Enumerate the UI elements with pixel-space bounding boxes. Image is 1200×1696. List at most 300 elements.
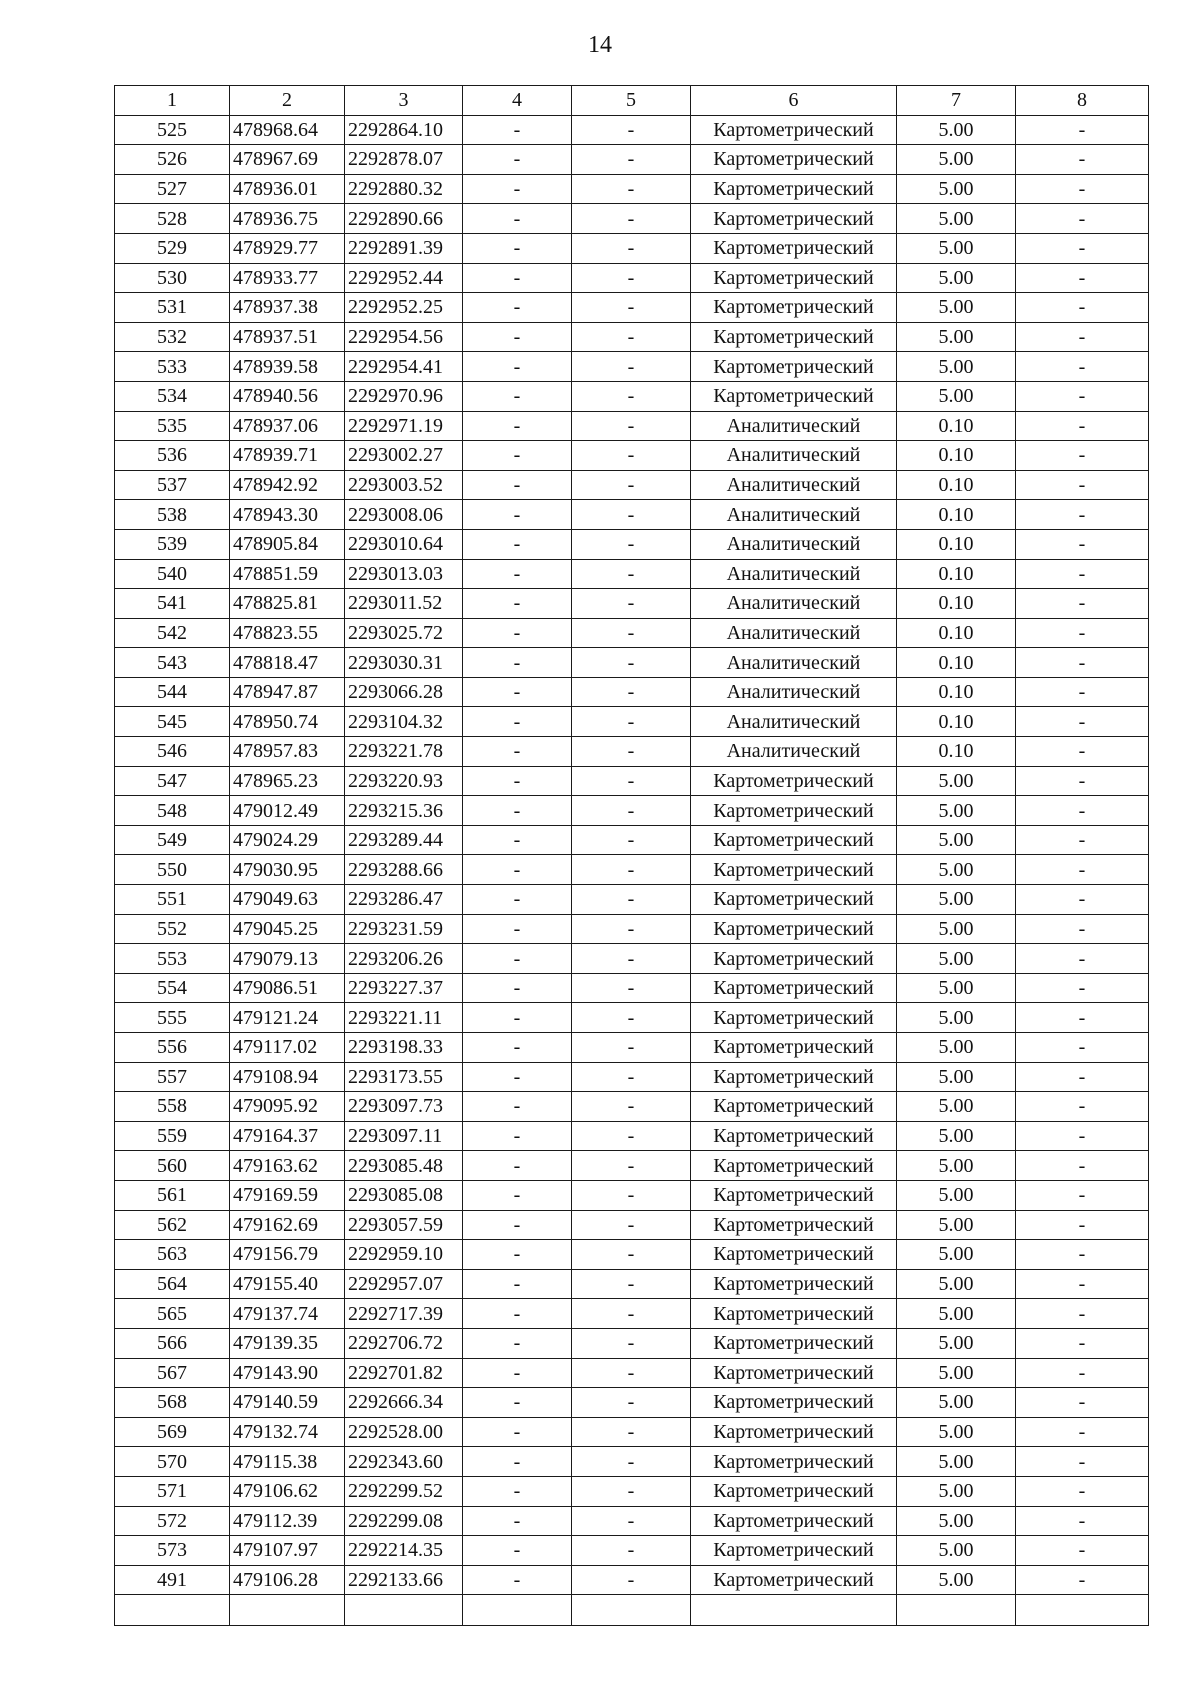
x-coordinate-cell: 478937.06 [230, 411, 345, 441]
y-coordinate-cell: 2292864.10 [345, 115, 463, 145]
accuracy-cell: 5.00 [897, 1269, 1016, 1299]
column-header: 5 [572, 86, 691, 116]
point-number-cell: 555 [115, 1003, 230, 1033]
table-row [115, 1388, 1149, 1418]
table-row [115, 204, 1149, 234]
x-coordinate-cell: 479079.13 [230, 944, 345, 974]
accuracy-cell: 5.00 [897, 1092, 1016, 1122]
y-coordinate-cell: 2292952.44 [345, 263, 463, 293]
point-number-cell: 564 [115, 1269, 230, 1299]
point-number-cell: 535 [115, 411, 230, 441]
accuracy-cell: 5.00 [897, 855, 1016, 885]
empty-cell [572, 1595, 691, 1626]
point-number-cell: 571 [115, 1476, 230, 1506]
x-coordinate-cell: 479143.90 [230, 1358, 345, 1388]
accuracy-cell: 5.00 [897, 1388, 1016, 1418]
accuracy-cell: 5.00 [897, 1358, 1016, 1388]
table-row [115, 944, 1149, 974]
x-coordinate-cell: 479155.40 [230, 1269, 345, 1299]
column-5-cell: - [572, 263, 691, 293]
table-row [115, 1417, 1149, 1447]
header-row [115, 86, 1149, 116]
column-4-cell: - [463, 174, 572, 204]
column-4-cell: - [463, 1240, 572, 1270]
point-number-cell: 530 [115, 263, 230, 293]
x-coordinate-cell: 478942.92 [230, 470, 345, 500]
table-row [115, 1447, 1149, 1477]
y-coordinate-cell: 2292971.19 [345, 411, 463, 441]
method-cell: Картометрический [691, 1299, 897, 1329]
point-number-cell: 559 [115, 1121, 230, 1151]
table-row [115, 885, 1149, 915]
x-coordinate-cell: 478936.75 [230, 204, 345, 234]
column-4-cell: - [463, 1033, 572, 1063]
method-cell: Картометрический [691, 1328, 897, 1358]
column-4-cell: - [463, 204, 572, 234]
column-5-cell: - [572, 381, 691, 411]
method-cell: Картометрический [691, 914, 897, 944]
point-number-cell: 529 [115, 233, 230, 263]
table-row [115, 1210, 1149, 1240]
accuracy-cell: 5.00 [897, 825, 1016, 855]
table-row [115, 589, 1149, 619]
point-number-cell: 537 [115, 470, 230, 500]
table-row [115, 293, 1149, 323]
x-coordinate-cell: 478851.59 [230, 559, 345, 589]
method-cell: Аналитический [691, 500, 897, 530]
point-number-cell: 566 [115, 1328, 230, 1358]
column-8-cell: - [1016, 1388, 1149, 1418]
x-coordinate-cell: 479106.28 [230, 1565, 345, 1595]
column-5-cell: - [572, 944, 691, 974]
method-cell: Аналитический [691, 648, 897, 678]
x-coordinate-cell: 478823.55 [230, 618, 345, 648]
point-number-cell: 552 [115, 914, 230, 944]
column-5-cell: - [572, 1388, 691, 1418]
column-5-cell: - [572, 589, 691, 619]
column-header: 2 [230, 86, 345, 116]
column-8-cell: - [1016, 1536, 1149, 1566]
table-row [115, 648, 1149, 678]
y-coordinate-cell: 2292952.25 [345, 293, 463, 323]
column-5-cell: - [572, 618, 691, 648]
column-8-cell: - [1016, 885, 1149, 915]
x-coordinate-cell: 479163.62 [230, 1151, 345, 1181]
x-coordinate-cell: 479106.62 [230, 1476, 345, 1506]
column-4-cell: - [463, 1476, 572, 1506]
accuracy-cell: 0.10 [897, 648, 1016, 678]
method-cell: Картометрический [691, 174, 897, 204]
empty-cell [1016, 1595, 1149, 1626]
x-coordinate-cell: 478937.51 [230, 322, 345, 352]
method-cell: Картометрический [691, 1565, 897, 1595]
method-cell: Картометрический [691, 1240, 897, 1270]
accuracy-cell: 0.10 [897, 677, 1016, 707]
accuracy-cell: 5.00 [897, 973, 1016, 1003]
column-8-cell: - [1016, 1210, 1149, 1240]
method-cell: Аналитический [691, 677, 897, 707]
table-row [115, 352, 1149, 382]
method-cell: Картометрический [691, 1151, 897, 1181]
column-5-cell: - [572, 559, 691, 589]
x-coordinate-cell: 479132.74 [230, 1417, 345, 1447]
column-4-cell: - [463, 618, 572, 648]
method-cell: Картометрический [691, 352, 897, 382]
x-coordinate-cell: 479030.95 [230, 855, 345, 885]
y-coordinate-cell: 2293097.73 [345, 1092, 463, 1122]
point-number-cell: 491 [115, 1565, 230, 1595]
y-coordinate-cell: 2292880.32 [345, 174, 463, 204]
column-5-cell: - [572, 1092, 691, 1122]
x-coordinate-cell: 478936.01 [230, 174, 345, 204]
column-4-cell: - [463, 233, 572, 263]
column-8-cell: - [1016, 174, 1149, 204]
y-coordinate-cell: 2293198.33 [345, 1033, 463, 1063]
table-row [115, 825, 1149, 855]
point-number-cell: 527 [115, 174, 230, 204]
y-coordinate-cell: 2292343.60 [345, 1447, 463, 1477]
accuracy-cell: 5.00 [897, 322, 1016, 352]
x-coordinate-cell: 479024.29 [230, 825, 345, 855]
column-8-cell: - [1016, 1358, 1149, 1388]
column-8-cell: - [1016, 500, 1149, 530]
column-4-cell: - [463, 145, 572, 175]
accuracy-cell: 5.00 [897, 1180, 1016, 1210]
column-8-cell: - [1016, 263, 1149, 293]
table-row [115, 1536, 1149, 1566]
y-coordinate-cell: 2293221.11 [345, 1003, 463, 1033]
column-5-cell: - [572, 855, 691, 885]
column-8-cell: - [1016, 973, 1149, 1003]
y-coordinate-cell: 2292957.07 [345, 1269, 463, 1299]
accuracy-cell: 5.00 [897, 1328, 1016, 1358]
y-coordinate-cell: 2293206.26 [345, 944, 463, 974]
point-number-cell: 531 [115, 293, 230, 323]
method-cell: Картометрический [691, 1506, 897, 1536]
column-4-cell: - [463, 973, 572, 1003]
column-4-cell: - [463, 1536, 572, 1566]
table-row [115, 1033, 1149, 1063]
y-coordinate-cell: 2293288.66 [345, 855, 463, 885]
accuracy-cell: 5.00 [897, 145, 1016, 175]
method-cell: Аналитический [691, 470, 897, 500]
method-cell: Аналитический [691, 618, 897, 648]
x-coordinate-cell: 478939.58 [230, 352, 345, 382]
column-8-cell: - [1016, 441, 1149, 471]
column-4-cell: - [463, 1210, 572, 1240]
point-number-cell: 525 [115, 115, 230, 145]
column-4-cell: - [463, 1269, 572, 1299]
column-4-cell: - [463, 589, 572, 619]
column-5-cell: - [572, 1506, 691, 1536]
method-cell: Аналитический [691, 559, 897, 589]
x-coordinate-cell: 479139.35 [230, 1328, 345, 1358]
table-row [115, 411, 1149, 441]
point-number-cell: 542 [115, 618, 230, 648]
column-5-cell: - [572, 470, 691, 500]
column-5-cell: - [572, 677, 691, 707]
x-coordinate-cell: 479049.63 [230, 885, 345, 915]
accuracy-cell: 5.00 [897, 1447, 1016, 1477]
y-coordinate-cell: 2293104.32 [345, 707, 463, 737]
column-8-cell: - [1016, 352, 1149, 382]
point-number-cell: 565 [115, 1299, 230, 1329]
accuracy-cell: 5.00 [897, 1033, 1016, 1063]
column-5-cell: - [572, 648, 691, 678]
point-number-cell: 548 [115, 796, 230, 826]
column-8-cell: - [1016, 618, 1149, 648]
empty-cell [897, 1595, 1016, 1626]
y-coordinate-cell: 2293289.44 [345, 825, 463, 855]
column-4-cell: - [463, 677, 572, 707]
page-number: 14 [588, 32, 612, 58]
point-number-cell: 563 [115, 1240, 230, 1270]
point-number-cell: 532 [115, 322, 230, 352]
column-8-cell: - [1016, 411, 1149, 441]
empty-cell [115, 1595, 230, 1626]
x-coordinate-cell: 479012.49 [230, 796, 345, 826]
point-number-cell: 568 [115, 1388, 230, 1418]
y-coordinate-cell: 2293066.28 [345, 677, 463, 707]
y-coordinate-cell: 2292954.41 [345, 352, 463, 382]
accuracy-cell: 5.00 [897, 944, 1016, 974]
y-coordinate-cell: 2293286.47 [345, 885, 463, 915]
column-5-cell: - [572, 1358, 691, 1388]
table-row [115, 559, 1149, 589]
column-5-cell: - [572, 1033, 691, 1063]
table-row [115, 618, 1149, 648]
point-number-cell: 570 [115, 1447, 230, 1477]
method-cell: Картометрический [691, 1417, 897, 1447]
column-8-cell: - [1016, 1180, 1149, 1210]
method-cell: Картометрический [691, 1388, 897, 1418]
column-5-cell: - [572, 204, 691, 234]
column-5-cell: - [572, 1328, 691, 1358]
y-coordinate-cell: 2293231.59 [345, 914, 463, 944]
column-4-cell: - [463, 115, 572, 145]
column-8-cell: - [1016, 470, 1149, 500]
table-row [115, 500, 1149, 530]
table-row [115, 1003, 1149, 1033]
column-4-cell: - [463, 1062, 572, 1092]
coordinates-table [114, 85, 1149, 1626]
method-cell: Картометрический [691, 766, 897, 796]
y-coordinate-cell: 2292299.52 [345, 1476, 463, 1506]
y-coordinate-cell: 2293002.27 [345, 441, 463, 471]
column-8-cell: - [1016, 293, 1149, 323]
y-coordinate-cell: 2293025.72 [345, 618, 463, 648]
column-4-cell: - [463, 1358, 572, 1388]
table-row [115, 441, 1149, 471]
method-cell: Картометрический [691, 145, 897, 175]
x-coordinate-cell: 479140.59 [230, 1388, 345, 1418]
table-row [115, 1328, 1149, 1358]
column-5-cell: - [572, 145, 691, 175]
y-coordinate-cell: 2292878.07 [345, 145, 463, 175]
column-5-cell: - [572, 529, 691, 559]
method-cell: Картометрический [691, 233, 897, 263]
column-4-cell: - [463, 1565, 572, 1595]
column-8-cell: - [1016, 1269, 1149, 1299]
accuracy-cell: 5.00 [897, 1121, 1016, 1151]
y-coordinate-cell: 2292299.08 [345, 1506, 463, 1536]
column-header: 1 [115, 86, 230, 116]
empty-row [115, 1595, 1149, 1626]
accuracy-cell: 5.00 [897, 381, 1016, 411]
point-number-cell: 572 [115, 1506, 230, 1536]
point-number-cell: 562 [115, 1210, 230, 1240]
point-number-cell: 543 [115, 648, 230, 678]
column-8-cell: - [1016, 115, 1149, 145]
method-cell: Картометрический [691, 1536, 897, 1566]
table-header [115, 86, 1149, 116]
method-cell: Картометрический [691, 1062, 897, 1092]
column-8-cell: - [1016, 1121, 1149, 1151]
y-coordinate-cell: 2292954.56 [345, 322, 463, 352]
point-number-cell: 544 [115, 677, 230, 707]
method-cell: Картометрический [691, 1180, 897, 1210]
point-number-cell: 526 [115, 145, 230, 175]
column-4-cell: - [463, 1003, 572, 1033]
column-5-cell: - [572, 1121, 691, 1151]
column-8-cell: - [1016, 796, 1149, 826]
column-5-cell: - [572, 1151, 691, 1181]
table-row [115, 1062, 1149, 1092]
point-number-cell: 557 [115, 1062, 230, 1092]
column-8-cell: - [1016, 766, 1149, 796]
y-coordinate-cell: 2293013.03 [345, 559, 463, 589]
column-5-cell: - [572, 1299, 691, 1329]
y-coordinate-cell: 2293173.55 [345, 1062, 463, 1092]
y-coordinate-cell: 2293221.78 [345, 737, 463, 767]
column-5-cell: - [572, 174, 691, 204]
point-number-cell: 528 [115, 204, 230, 234]
x-coordinate-cell: 479107.97 [230, 1536, 345, 1566]
column-8-cell: - [1016, 944, 1149, 974]
point-number-cell: 541 [115, 589, 230, 619]
table-row [115, 1269, 1149, 1299]
column-4-cell: - [463, 648, 572, 678]
table-row [115, 1506, 1149, 1536]
empty-cell [230, 1595, 345, 1626]
x-coordinate-cell: 478950.74 [230, 707, 345, 737]
y-coordinate-cell: 2292717.39 [345, 1299, 463, 1329]
method-cell: Картометрический [691, 115, 897, 145]
x-coordinate-cell: 478818.47 [230, 648, 345, 678]
column-8-cell: - [1016, 1092, 1149, 1122]
x-coordinate-cell: 479137.74 [230, 1299, 345, 1329]
accuracy-cell: 5.00 [897, 115, 1016, 145]
table-row [115, 973, 1149, 1003]
y-coordinate-cell: 2293030.31 [345, 648, 463, 678]
method-cell: Картометрический [691, 973, 897, 1003]
x-coordinate-cell: 479045.25 [230, 914, 345, 944]
method-cell: Картометрический [691, 204, 897, 234]
x-coordinate-cell: 479169.59 [230, 1180, 345, 1210]
table-row [115, 381, 1149, 411]
point-number-cell: 533 [115, 352, 230, 382]
accuracy-cell: 5.00 [897, 914, 1016, 944]
y-coordinate-cell: 2293057.59 [345, 1210, 463, 1240]
table-row [115, 1151, 1149, 1181]
x-coordinate-cell: 479112.39 [230, 1506, 345, 1536]
column-5-cell: - [572, 1417, 691, 1447]
column-header: 7 [897, 86, 1016, 116]
column-8-cell: - [1016, 322, 1149, 352]
column-4-cell: - [463, 737, 572, 767]
accuracy-cell: 0.10 [897, 737, 1016, 767]
method-cell: Картометрический [691, 885, 897, 915]
column-8-cell: - [1016, 677, 1149, 707]
column-5-cell: - [572, 1003, 691, 1033]
column-5-cell: - [572, 1447, 691, 1477]
accuracy-cell: 5.00 [897, 885, 1016, 915]
table-row [115, 855, 1149, 885]
column-header: 8 [1016, 86, 1149, 116]
column-8-cell: - [1016, 1476, 1149, 1506]
column-header: 4 [463, 86, 572, 116]
accuracy-cell: 5.00 [897, 1565, 1016, 1595]
column-8-cell: - [1016, 589, 1149, 619]
accuracy-cell: 5.00 [897, 1506, 1016, 1536]
point-number-cell: 567 [115, 1358, 230, 1388]
y-coordinate-cell: 2293003.52 [345, 470, 463, 500]
empty-cell [463, 1595, 572, 1626]
column-4-cell: - [463, 825, 572, 855]
x-coordinate-cell: 478940.56 [230, 381, 345, 411]
column-5-cell: - [572, 411, 691, 441]
column-4-cell: - [463, 855, 572, 885]
accuracy-cell: 5.00 [897, 796, 1016, 826]
method-cell: Картометрический [691, 1447, 897, 1477]
column-8-cell: - [1016, 825, 1149, 855]
column-4-cell: - [463, 766, 572, 796]
method-cell: Картометрический [691, 796, 897, 826]
column-4-cell: - [463, 1447, 572, 1477]
column-5-cell: - [572, 1476, 691, 1506]
column-8-cell: - [1016, 1240, 1149, 1270]
table-row [115, 1121, 1149, 1151]
column-4-cell: - [463, 1151, 572, 1181]
method-cell: Картометрический [691, 1269, 897, 1299]
column-4-cell: - [463, 559, 572, 589]
method-cell: Картометрический [691, 1033, 897, 1063]
method-cell: Аналитический [691, 441, 897, 471]
column-header: 3 [345, 86, 463, 116]
column-8-cell: - [1016, 1151, 1149, 1181]
column-4-cell: - [463, 1417, 572, 1447]
accuracy-cell: 0.10 [897, 529, 1016, 559]
x-coordinate-cell: 479086.51 [230, 973, 345, 1003]
table-row [115, 796, 1149, 826]
table-row [115, 677, 1149, 707]
accuracy-cell: 5.00 [897, 1417, 1016, 1447]
table-row [115, 1565, 1149, 1595]
table-row [115, 115, 1149, 145]
method-cell: Картометрический [691, 855, 897, 885]
column-5-cell: - [572, 500, 691, 530]
column-8-cell: - [1016, 559, 1149, 589]
y-coordinate-cell: 2292701.82 [345, 1358, 463, 1388]
empty-cell [345, 1595, 463, 1626]
x-coordinate-cell: 479117.02 [230, 1033, 345, 1063]
method-cell: Картометрический [691, 381, 897, 411]
x-coordinate-cell: 478929.77 [230, 233, 345, 263]
column-8-cell: - [1016, 1328, 1149, 1358]
column-5-cell: - [572, 1240, 691, 1270]
x-coordinate-cell: 478943.30 [230, 500, 345, 530]
y-coordinate-cell: 2292706.72 [345, 1328, 463, 1358]
